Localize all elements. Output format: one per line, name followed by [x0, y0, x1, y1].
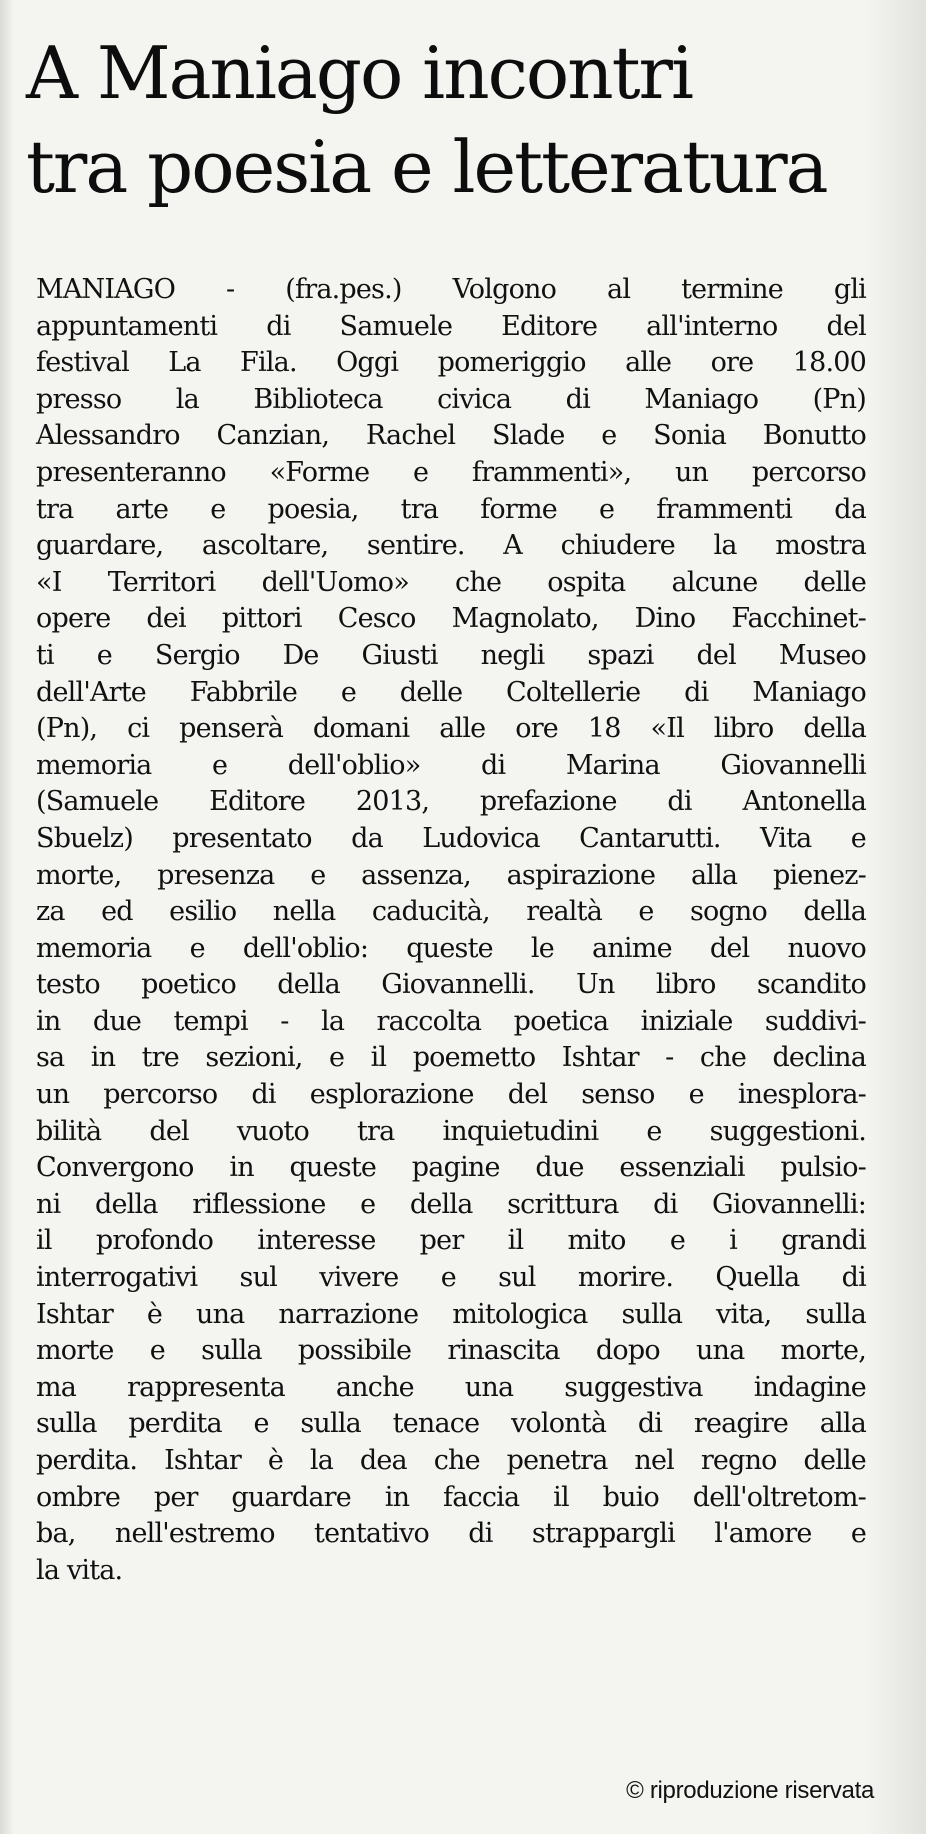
article-line: (Samuele Editore 2013, prefazione di Antonella: [36, 786, 866, 818]
copyright-notice: © riproduzione riservata: [626, 1777, 874, 1804]
article-line: testo poetico della Giovannelli. Un libro scandito: [36, 969, 866, 1001]
article-line: il profondo interesse per il mito e i grandi: [36, 1225, 866, 1257]
article-line: tra arte e poesia, tra forme e frammenti da: [36, 493, 866, 525]
article-line: un percorso di esplorazione del senso e inesplora-: [36, 1079, 866, 1111]
article-line: sa in tre sezioni, e il poemetto Ishtar - che declina: [36, 1042, 866, 1074]
article-line: ba, nell'estremo tentativo di strappargli l'amore e: [36, 1518, 866, 1550]
article-line: interrogativi sul vivere e sul morire. Quella di: [36, 1262, 866, 1294]
article-line: appuntamenti di Samuele Editore all'interno del: [36, 310, 866, 342]
article-line: morte, presenza e assenza, aspirazione alla pienez-: [36, 859, 866, 891]
page-edge-right: [866, 0, 926, 1834]
article-line: sulla perdita e sulla tenace volontà di reagire alla: [36, 1408, 866, 1440]
article-line: ombre per guardare in faccia il buio dell'oltretom-: [36, 1481, 866, 1513]
article-line: «I Territori dell'Uomo» che ospita alcune delle: [36, 566, 866, 598]
article-line: memoria e dell'oblio» di Marina Giovannelli: [36, 749, 866, 781]
article-line: Sbuelz) presentato da Ludovica Cantarutti. Vita e: [36, 822, 866, 854]
headline-line-1: A Maniago incontri: [26, 31, 692, 115]
article-line: perdita. Ishtar è la dea che penetra nel regno delle: [36, 1445, 866, 1476]
article-headline: [26, 26, 886, 214]
article-line: presenteranno «Forme e frammenti», un percorso: [36, 456, 866, 488]
article-line: Alessandro Canzian, Rachel Slade e Sonia Bonutto: [36, 420, 866, 452]
article-line: presso la Biblioteca civica di Maniago (Pn): [36, 383, 866, 415]
article-line: za ed esilio nella caducità, realtà e sogno della: [36, 896, 866, 928]
article-line: Convergono in queste pagine due essenziali pulsio-: [36, 1152, 866, 1184]
article-line: Ishtar è una narrazione mitologica sulla vita, sulla: [36, 1298, 866, 1330]
article-line: ti e Sergio De Giusti negli spazi del Museo: [36, 639, 866, 671]
article-line: ni della riflessione e della scrittura di Giovannelli:: [36, 1188, 866, 1220]
article-line: bilità del vuoto tra inquietudini e suggestioni.: [36, 1115, 866, 1147]
article-line: dell'Arte Fabbrile e delle Coltellerie di Maniago: [36, 676, 866, 708]
article-line: la vita.: [36, 1554, 123, 1586]
article-line: in due tempi - la raccolta poetica iniziale suddivi-: [36, 1005, 866, 1037]
article-body: [36, 272, 866, 1589]
article-line: (Pn), ci penserà domani alle ore 18 «Il libro della: [36, 713, 866, 745]
article-line: ma rappresenta anche una suggestiva indagine: [36, 1371, 866, 1403]
article-line: morte e sulla possibile rinascita dopo una morte,: [36, 1335, 866, 1367]
article-line: festival La Fila. Oggi pomeriggio alle ore 18.00: [36, 347, 866, 379]
article-line: guardare, ascoltare, sentire. A chiudere la mostra: [36, 530, 866, 562]
article-line: MANIAGO - (fra.pes.) Volgono al termine gli: [36, 274, 866, 305]
page-edge-left: [0, 0, 14, 1834]
headline-line-2: tra poesia e letteratura: [26, 125, 827, 209]
article-line: opere dei pittori Cesco Magnolato, Dino Facchinet-: [36, 603, 866, 635]
article-line: memoria e dell'oblio: queste le anime del nuovo: [36, 932, 866, 964]
